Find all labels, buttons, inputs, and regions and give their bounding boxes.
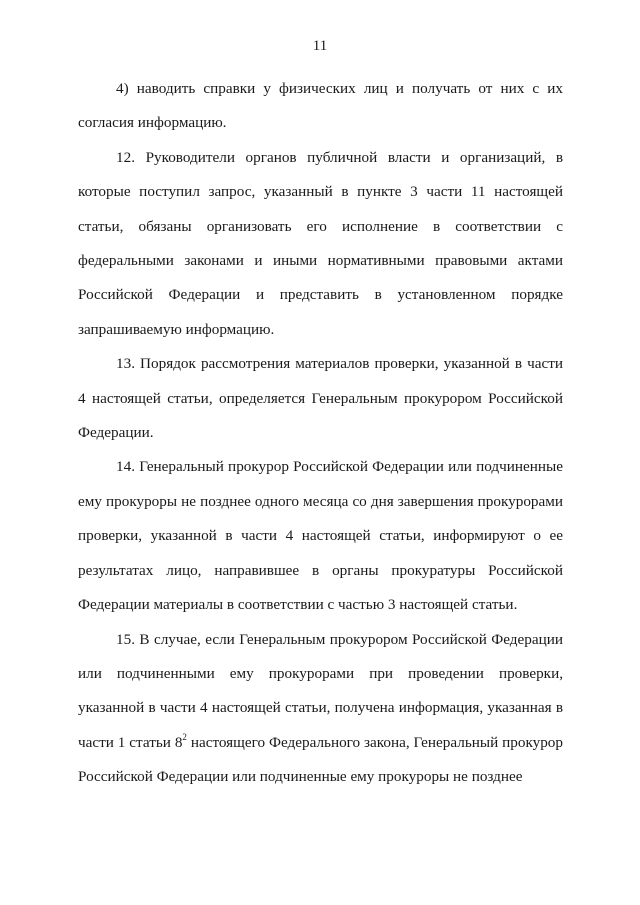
paragraph-part-15-text-before: 15. В случае, если Генеральным прокурором Российской Федерации или подчиненными ему прокурорами при проведении проверки, указанной в части 4 настоящей статьи, получена информация, указанная в части 1 статьи 8 [78,630,563,751]
superscript-article-number: 2 [182,731,187,742]
paragraph-part-12: 12. Руководители органов публичной власти и организаций, в которые поступил запрос, указанный в пункте 3 части 11 настоящей статьи, обязаны организовать его исполнение в соответствии с федеральными законами и иными нормативными правовыми актами Российской Федерации и представить в установленном порядке запрашиваемую информацию. [78,148,563,338]
paragraph-part-13: 13. Порядок рассмотрения материалов проверки, указанной в части 4 настоящей статьи, определяется Генеральным прокурором Российской Федерации. [78,355,563,442]
paragraph-item-4: 4) наводить справки у физических лиц и получать от них с их согласия информацию. [78,80,563,132]
paragraph-part-15-text-after: настоящего Федерального закона, Генеральный прокурор Российской Федерации или подчиненные ему прокуроры не позднее [78,733,563,786]
paragraph-part-15 [78,623,563,795]
document-body [78,72,563,795]
page-number: 11 [312,38,328,54]
paragraph-part-14: 14. Генеральный прокурор Российской Федерации или подчиненные ему прокуроры не позднее одного месяца со дня завершения прокурорами проверки, указанной в части 4 настоящей статьи, информируют о ее результатах лицо, направившее в органы прокуратуры Российской Федерации материалы в соответствии с частью 3 настоящей статьи. [78,458,563,614]
